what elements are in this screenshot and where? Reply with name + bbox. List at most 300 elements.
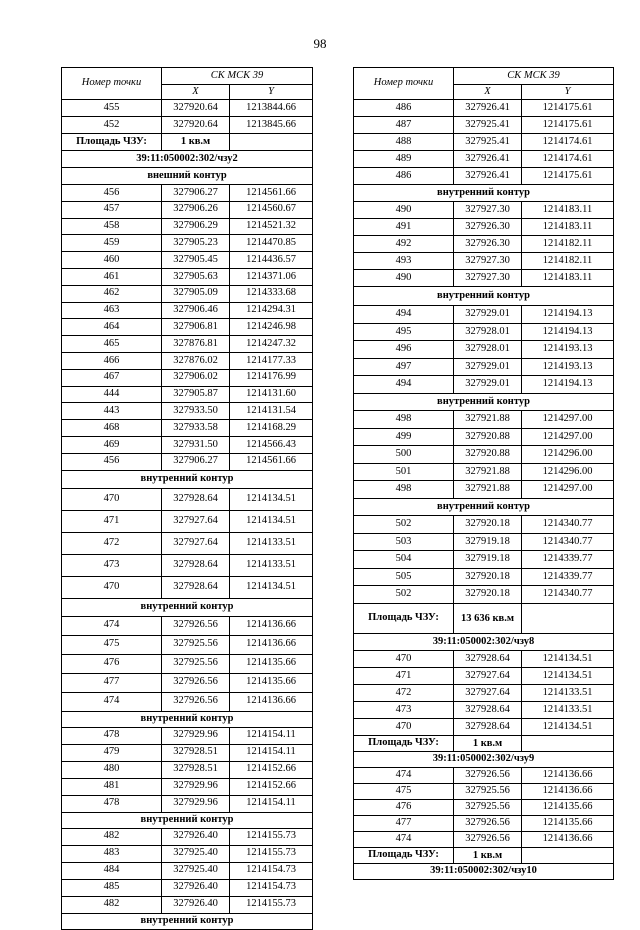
coordinate-x: 327926.56 xyxy=(162,673,230,692)
point-number: 473 xyxy=(354,701,454,718)
table-row xyxy=(354,270,614,287)
area-empty-cell xyxy=(522,603,614,633)
point-number: 493 xyxy=(354,253,454,270)
coordinate-y: 1214296.00 xyxy=(522,463,614,481)
table-row xyxy=(354,117,614,134)
coordinate-y: 1214135.66 xyxy=(522,799,614,815)
coordinate-y: 1214135.66 xyxy=(230,654,313,673)
point-number: 473 xyxy=(62,554,162,576)
point-number: 474 xyxy=(354,831,454,847)
table-row xyxy=(62,117,313,134)
coordinate-x: 327905.45 xyxy=(162,252,230,269)
coordinate-x: 327927.64 xyxy=(162,532,230,554)
point-number: 483 xyxy=(62,845,162,862)
coordinate-x: 327926.41 xyxy=(454,168,522,185)
coordinate-y: 1214175.61 xyxy=(522,100,614,117)
coordinate-y: 1214561.66 xyxy=(230,185,313,202)
table-row xyxy=(354,236,614,253)
table-row xyxy=(62,302,313,319)
section-title: 39:11:050002:302/чзу9 xyxy=(354,751,614,767)
point-number: 477 xyxy=(62,673,162,692)
point-number: 475 xyxy=(354,783,454,799)
table-row xyxy=(62,268,313,285)
point-number: 474 xyxy=(354,767,454,783)
table-row xyxy=(354,253,614,270)
coordinate-y: 1214134.51 xyxy=(230,488,313,510)
coordinate-x: 327929.96 xyxy=(162,727,230,744)
coordinate-x: 327920.18 xyxy=(454,515,522,533)
header-x: X xyxy=(162,85,230,100)
coordinate-x: 327925.56 xyxy=(454,783,522,799)
section-title: внутренний контур xyxy=(354,498,614,515)
area-row xyxy=(354,603,614,633)
table-row xyxy=(62,201,313,218)
table-row xyxy=(354,586,614,604)
section-header-row xyxy=(62,470,313,488)
table-row xyxy=(62,436,313,453)
table-row xyxy=(62,319,313,336)
coordinate-y: 1214133.51 xyxy=(522,684,614,701)
table-row xyxy=(62,554,313,576)
coordinate-y: 1214297.00 xyxy=(522,481,614,499)
coordinate-y: 1214154.11 xyxy=(230,795,313,812)
point-number: 478 xyxy=(62,795,162,812)
point-number: 470 xyxy=(354,718,454,735)
point-number: 470 xyxy=(62,488,162,510)
coordinate-y: 1214333.68 xyxy=(230,285,313,302)
point-number: 488 xyxy=(354,134,454,151)
coordinate-x: 327925.41 xyxy=(454,134,522,151)
table-row xyxy=(354,701,614,718)
coordinate-x: 327927.64 xyxy=(162,510,230,532)
point-number: 489 xyxy=(354,151,454,168)
point-number: 466 xyxy=(62,352,162,369)
coordinate-x: 327920.18 xyxy=(454,568,522,586)
area-label: Площадь ЧЗУ: xyxy=(354,847,454,863)
point-number: 481 xyxy=(62,778,162,795)
coordinate-x: 327926.30 xyxy=(454,219,522,236)
section-title: 39:11:050002:302/чзу10 xyxy=(354,863,614,879)
area-value: 1 кв.м xyxy=(454,735,522,751)
table-row xyxy=(62,369,313,386)
coordinate-y: 1214136.66 xyxy=(522,767,614,783)
coordinate-x: 327926.40 xyxy=(162,828,230,845)
table-row xyxy=(62,100,313,117)
section-header-row xyxy=(354,863,614,879)
table-row xyxy=(62,778,313,795)
table-row xyxy=(62,285,313,302)
coordinate-x: 327906.29 xyxy=(162,218,230,235)
coordinate-y: 1214136.66 xyxy=(230,692,313,711)
point-number: 502 xyxy=(354,515,454,533)
coordinate-x: 327920.64 xyxy=(162,117,230,134)
point-number: 486 xyxy=(354,168,454,185)
point-number: 498 xyxy=(354,410,454,428)
coordinate-y: 1214182.11 xyxy=(522,236,614,253)
coordinate-y: 1214154.11 xyxy=(230,727,313,744)
table-row xyxy=(354,650,614,667)
coordinate-x: 327928.64 xyxy=(454,701,522,718)
area-empty-cell xyxy=(522,735,614,751)
table-row xyxy=(354,341,614,359)
section-header-row xyxy=(354,751,614,767)
coordinate-x: 327927.30 xyxy=(454,253,522,270)
point-number: 500 xyxy=(354,446,454,464)
coordinate-x: 327926.41 xyxy=(454,100,522,117)
coordinate-x: 327906.02 xyxy=(162,369,230,386)
table-row xyxy=(62,635,313,654)
table-row xyxy=(354,718,614,735)
point-number: 494 xyxy=(354,306,454,324)
table-row xyxy=(354,767,614,783)
coordinate-y: 1214339.77 xyxy=(522,551,614,569)
coordinate-x: 327933.50 xyxy=(162,403,230,420)
coordinate-y: 1214175.61 xyxy=(522,168,614,185)
coordinate-x: 327928.64 xyxy=(454,650,522,667)
table-row xyxy=(354,551,614,569)
table-row xyxy=(354,306,614,324)
section-title: внутренний контур xyxy=(354,287,614,306)
coordinate-y: 1214174.61 xyxy=(522,134,614,151)
table-row xyxy=(62,795,313,812)
table-row xyxy=(354,134,614,151)
table-row xyxy=(354,515,614,533)
table-row xyxy=(62,386,313,403)
coordinate-x: 327921.88 xyxy=(454,410,522,428)
coordinate-x: 327919.18 xyxy=(454,551,522,569)
coordinate-x: 327928.64 xyxy=(162,554,230,576)
point-number: 463 xyxy=(62,302,162,319)
coordinate-x: 327921.88 xyxy=(454,463,522,481)
table-row xyxy=(62,576,313,598)
header-y: Y xyxy=(230,85,313,100)
coordinate-y: 1214133.51 xyxy=(522,701,614,718)
area-empty-cell xyxy=(230,134,313,151)
point-number: 479 xyxy=(62,744,162,761)
area-row xyxy=(354,847,614,863)
coordinate-x: 327927.64 xyxy=(454,667,522,684)
area-value: 1 кв.м xyxy=(162,134,230,151)
area-empty-cell xyxy=(522,847,614,863)
table-row xyxy=(354,100,614,117)
section-header-row xyxy=(62,168,313,185)
point-number: 472 xyxy=(62,532,162,554)
table-row xyxy=(62,218,313,235)
coordinates-table-left xyxy=(61,67,313,930)
coordinate-y: 1213845.66 xyxy=(230,117,313,134)
coordinate-y: 1214182.11 xyxy=(522,253,614,270)
section-title: внутренний контур xyxy=(62,812,313,828)
coordinate-y: 1214340.77 xyxy=(522,586,614,604)
coordinate-y: 1214294.31 xyxy=(230,302,313,319)
point-number: 490 xyxy=(354,202,454,219)
point-number: 484 xyxy=(62,862,162,879)
point-number: 499 xyxy=(354,428,454,446)
point-number: 504 xyxy=(354,551,454,569)
point-number: 478 xyxy=(62,727,162,744)
coordinate-x: 327929.96 xyxy=(162,778,230,795)
point-number: 482 xyxy=(62,828,162,845)
point-number: 477 xyxy=(354,815,454,831)
table-row xyxy=(62,336,313,353)
point-number: 461 xyxy=(62,268,162,285)
table-row xyxy=(354,168,614,185)
area-value: 1 кв.м xyxy=(454,847,522,863)
point-number: 467 xyxy=(62,369,162,386)
page-number: 98 xyxy=(313,36,327,51)
coordinate-x: 327929.96 xyxy=(162,795,230,812)
coordinate-y: 1214340.77 xyxy=(522,515,614,533)
header-point-number: Номер точки xyxy=(354,68,454,100)
coordinate-x: 327927.30 xyxy=(454,270,522,287)
point-number: 476 xyxy=(62,654,162,673)
table-row xyxy=(62,727,313,744)
coordinate-y: 1214183.11 xyxy=(522,202,614,219)
coordinate-x: 327925.41 xyxy=(454,117,522,134)
point-number: 465 xyxy=(62,336,162,353)
coordinate-y: 1214193.13 xyxy=(522,341,614,359)
coordinates-table-right xyxy=(353,67,614,880)
header-row xyxy=(62,68,313,85)
point-number: 456 xyxy=(62,453,162,470)
table-row xyxy=(354,410,614,428)
table-row xyxy=(354,783,614,799)
table-row xyxy=(354,323,614,341)
coordinate-y: 1214174.61 xyxy=(522,151,614,168)
point-number: 471 xyxy=(354,667,454,684)
coordinate-x: 327925.56 xyxy=(162,635,230,654)
header-y: Y xyxy=(522,85,614,100)
coordinate-x: 327905.63 xyxy=(162,268,230,285)
coordinate-x: 327906.81 xyxy=(162,319,230,336)
section-header-row xyxy=(354,633,614,650)
coordinate-y: 1214134.51 xyxy=(522,667,614,684)
coordinate-y: 1214134.51 xyxy=(230,576,313,598)
point-number: 470 xyxy=(62,576,162,598)
coordinate-x: 327921.88 xyxy=(454,481,522,499)
table-row xyxy=(62,879,313,896)
point-number: 502 xyxy=(354,586,454,604)
coordinate-y: 1214194.13 xyxy=(522,306,614,324)
table-row xyxy=(354,151,614,168)
coordinate-y: 1214339.77 xyxy=(522,568,614,586)
point-number: 459 xyxy=(62,235,162,252)
section-title: внешний контур xyxy=(62,168,313,185)
area-label: Площадь ЧЗУ: xyxy=(354,603,454,633)
coordinate-x: 327928.01 xyxy=(454,341,522,359)
point-number: 456 xyxy=(62,185,162,202)
coordinate-x: 327926.30 xyxy=(454,236,522,253)
table-row xyxy=(354,799,614,815)
coordinate-x: 327928.64 xyxy=(162,488,230,510)
coordinate-x: 327906.46 xyxy=(162,302,230,319)
point-number: 452 xyxy=(62,117,162,134)
coordinate-y: 1214561.66 xyxy=(230,453,313,470)
point-number: 468 xyxy=(62,420,162,437)
area-label: Площадь ЧЗУ: xyxy=(62,134,162,151)
coordinate-y: 1214135.66 xyxy=(522,815,614,831)
table-row xyxy=(62,845,313,862)
table-row xyxy=(62,488,313,510)
point-number: 476 xyxy=(354,799,454,815)
coordinate-x: 327905.09 xyxy=(162,285,230,302)
section-header-row xyxy=(354,498,614,515)
point-number: 492 xyxy=(354,236,454,253)
coordinate-x: 327928.51 xyxy=(162,761,230,778)
coordinate-y: 1214155.73 xyxy=(230,828,313,845)
table-row xyxy=(354,481,614,499)
coordinate-y: 1214177.33 xyxy=(230,352,313,369)
coordinate-y: 1214194.13 xyxy=(522,323,614,341)
coordinate-x: 327906.26 xyxy=(162,201,230,218)
coordinate-y: 1214371.06 xyxy=(230,268,313,285)
coordinate-y: 1214131.54 xyxy=(230,403,313,420)
coordinate-y: 1214566.43 xyxy=(230,436,313,453)
coordinate-x: 327929.01 xyxy=(454,358,522,376)
area-row xyxy=(62,134,313,151)
point-number: 495 xyxy=(354,323,454,341)
point-number: 482 xyxy=(62,896,162,913)
coordinate-y: 1214134.51 xyxy=(230,510,313,532)
coordinate-y: 1214136.66 xyxy=(522,831,614,847)
point-number: 460 xyxy=(62,252,162,269)
table-row xyxy=(354,831,614,847)
coordinate-y: 1214176.99 xyxy=(230,369,313,386)
coordinate-y: 1214134.51 xyxy=(522,650,614,667)
coordinate-y: 1214297.00 xyxy=(522,410,614,428)
section-title: 39:11:050002:302/чзу2 xyxy=(62,151,313,168)
coordinate-y: 1214436.57 xyxy=(230,252,313,269)
table-row xyxy=(354,446,614,464)
section-title: внутренний контур xyxy=(62,598,313,616)
coordinate-x: 327926.56 xyxy=(162,692,230,711)
coordinate-x: 327926.40 xyxy=(162,879,230,896)
point-number: 491 xyxy=(354,219,454,236)
point-number: 475 xyxy=(62,635,162,654)
coordinate-x: 327925.56 xyxy=(162,654,230,673)
table-row xyxy=(62,403,313,420)
coordinate-y: 1214246.98 xyxy=(230,319,313,336)
header-point-number: Номер точки xyxy=(62,68,162,100)
coordinate-x: 327926.56 xyxy=(454,831,522,847)
header-coordinate-system: СК МСК 39 xyxy=(454,68,614,85)
table-row xyxy=(62,862,313,879)
coordinate-y: 1214168.29 xyxy=(230,420,313,437)
point-number: 480 xyxy=(62,761,162,778)
coordinate-x: 327926.56 xyxy=(454,815,522,831)
point-number: 472 xyxy=(354,684,454,701)
coordinate-x: 327919.18 xyxy=(454,533,522,551)
table-row xyxy=(62,744,313,761)
coordinate-x: 327927.64 xyxy=(454,684,522,701)
coordinate-x: 327925.40 xyxy=(162,862,230,879)
point-number: 455 xyxy=(62,100,162,117)
point-number: 490 xyxy=(354,270,454,287)
point-number: 471 xyxy=(62,510,162,532)
table-row xyxy=(62,235,313,252)
coordinate-y: 1214154.11 xyxy=(230,744,313,761)
area-row xyxy=(354,735,614,751)
section-title: внутренний контур xyxy=(62,470,313,488)
table-row xyxy=(62,654,313,673)
coordinate-x: 327927.30 xyxy=(454,202,522,219)
coordinate-x: 327920.88 xyxy=(454,446,522,464)
table-row xyxy=(62,692,313,711)
point-number: 457 xyxy=(62,201,162,218)
coordinate-x: 327929.01 xyxy=(454,376,522,394)
point-number: 501 xyxy=(354,463,454,481)
coordinate-y: 1214247.32 xyxy=(230,336,313,353)
point-number: 474 xyxy=(62,692,162,711)
coordinate-y: 1214193.13 xyxy=(522,358,614,376)
header-coordinate-system: СК МСК 39 xyxy=(162,68,313,85)
coordinate-x: 327926.40 xyxy=(162,896,230,913)
coordinate-x: 327920.64 xyxy=(162,100,230,117)
table-row xyxy=(62,252,313,269)
area-label: Площадь ЧЗУ: xyxy=(354,735,454,751)
point-number: 487 xyxy=(354,117,454,134)
coordinate-y: 1214152.66 xyxy=(230,761,313,778)
coordinate-x: 327928.51 xyxy=(162,744,230,761)
point-number: 458 xyxy=(62,218,162,235)
coordinate-x: 327931.50 xyxy=(162,436,230,453)
coordinate-x: 327905.23 xyxy=(162,235,230,252)
point-number: 474 xyxy=(62,616,162,635)
coordinate-x: 327928.64 xyxy=(162,576,230,598)
coordinate-x: 327920.18 xyxy=(454,586,522,604)
coordinate-y: 1214131.60 xyxy=(230,386,313,403)
coordinate-x: 327905.87 xyxy=(162,386,230,403)
point-number: 505 xyxy=(354,568,454,586)
table-row xyxy=(354,568,614,586)
table-row xyxy=(62,761,313,778)
point-number: 498 xyxy=(354,481,454,499)
coordinate-y: 1214560.67 xyxy=(230,201,313,218)
point-number: 469 xyxy=(62,436,162,453)
coordinate-x: 327933.58 xyxy=(162,420,230,437)
table-row xyxy=(354,815,614,831)
point-number: 464 xyxy=(62,319,162,336)
table-row xyxy=(62,510,313,532)
table-row xyxy=(354,684,614,701)
table-row xyxy=(354,202,614,219)
section-title: внутренний контур xyxy=(62,913,313,929)
coordinate-y: 1214154.73 xyxy=(230,862,313,879)
coordinate-x: 327906.27 xyxy=(162,453,230,470)
section-header-row xyxy=(62,598,313,616)
section-header-row xyxy=(354,185,614,202)
coordinate-x: 327926.56 xyxy=(162,616,230,635)
coordinate-x: 327920.88 xyxy=(454,428,522,446)
point-number: 485 xyxy=(62,879,162,896)
point-number: 462 xyxy=(62,285,162,302)
coordinate-y: 1214134.51 xyxy=(522,718,614,735)
table-row xyxy=(354,533,614,551)
coordinate-y: 1213844.66 xyxy=(230,100,313,117)
coordinate-y: 1214194.13 xyxy=(522,376,614,394)
coordinate-y: 1214155.73 xyxy=(230,845,313,862)
point-number: 443 xyxy=(62,403,162,420)
coordinate-y: 1214133.51 xyxy=(230,554,313,576)
table-row xyxy=(62,185,313,202)
table-row xyxy=(62,352,313,369)
section-title: внутренний контур xyxy=(354,393,614,410)
coordinate-y: 1214154.73 xyxy=(230,879,313,896)
coordinate-y: 1214296.00 xyxy=(522,446,614,464)
coordinate-x: 327926.56 xyxy=(454,767,522,783)
coordinate-y: 1214152.66 xyxy=(230,778,313,795)
table-row xyxy=(62,532,313,554)
